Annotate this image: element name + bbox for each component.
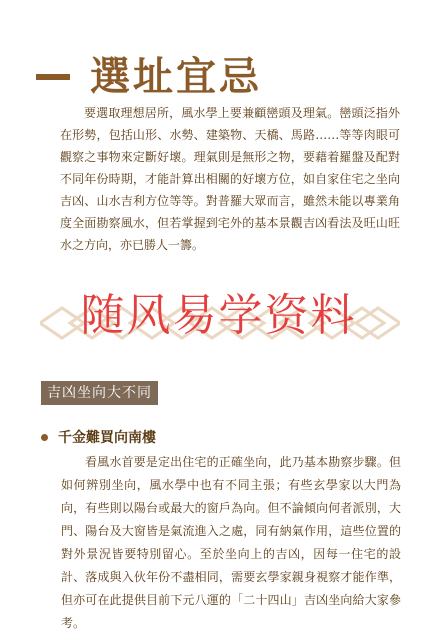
subsection-heading bbox=[41, 427, 156, 447]
chapter-heading bbox=[36, 52, 262, 102]
body-paragraph: 看風水首要是定出住宅的正確坐向，此乃基本勘察步驟。但如何辨別坐向，風水學中也有不同主張；有些玄學家以大門為向，有些則以陽台或最大的窗戶為向。但不論傾向何者派別，大門、陽台及大窗皆是氣流進入之處，同有納氣作用，這些位置的對外景況皆要特別留心。至於坐向上的吉凶，因每一住宅的設計、落成與入伙年份不盡相同，需要玄學家親身視察才能作準，但亦可在此提供目前下元八運的「二十四山」吉凶坐向給大家參考。 bbox=[61, 455, 401, 630]
subsection-title: 千金難買向南樓 bbox=[58, 430, 156, 446]
watermark-text: 随风易学资料 bbox=[80, 290, 357, 341]
intro-paragraph: 要選取理想居所，風水學上要兼顧巒頭及理氣。巒頭泛指外在形勢，包括山形、水勢、建築物、天橋、馬路……等等肉眼可觀察之事物來定斷好壞。理氣則是無形之物，要藉着羅盤及配對不同年份時期，才能計算出相關的好壞方位，如自家住宅之坐向吉凶、山水吉利方位等等。對普羅大眾而言，雖然未能以專業角度全面勘察風水，但若掌握到宅外的基本景觀吉凶看法及旺山旺水之方向，亦已勝人一籌。 bbox=[60, 106, 400, 252]
bullet-icon bbox=[41, 434, 48, 441]
chapter-title: 選址宜忌 bbox=[90, 53, 262, 100]
heading-number bbox=[36, 74, 70, 80]
section-header: 吉凶坐向大不同 bbox=[41, 381, 158, 405]
